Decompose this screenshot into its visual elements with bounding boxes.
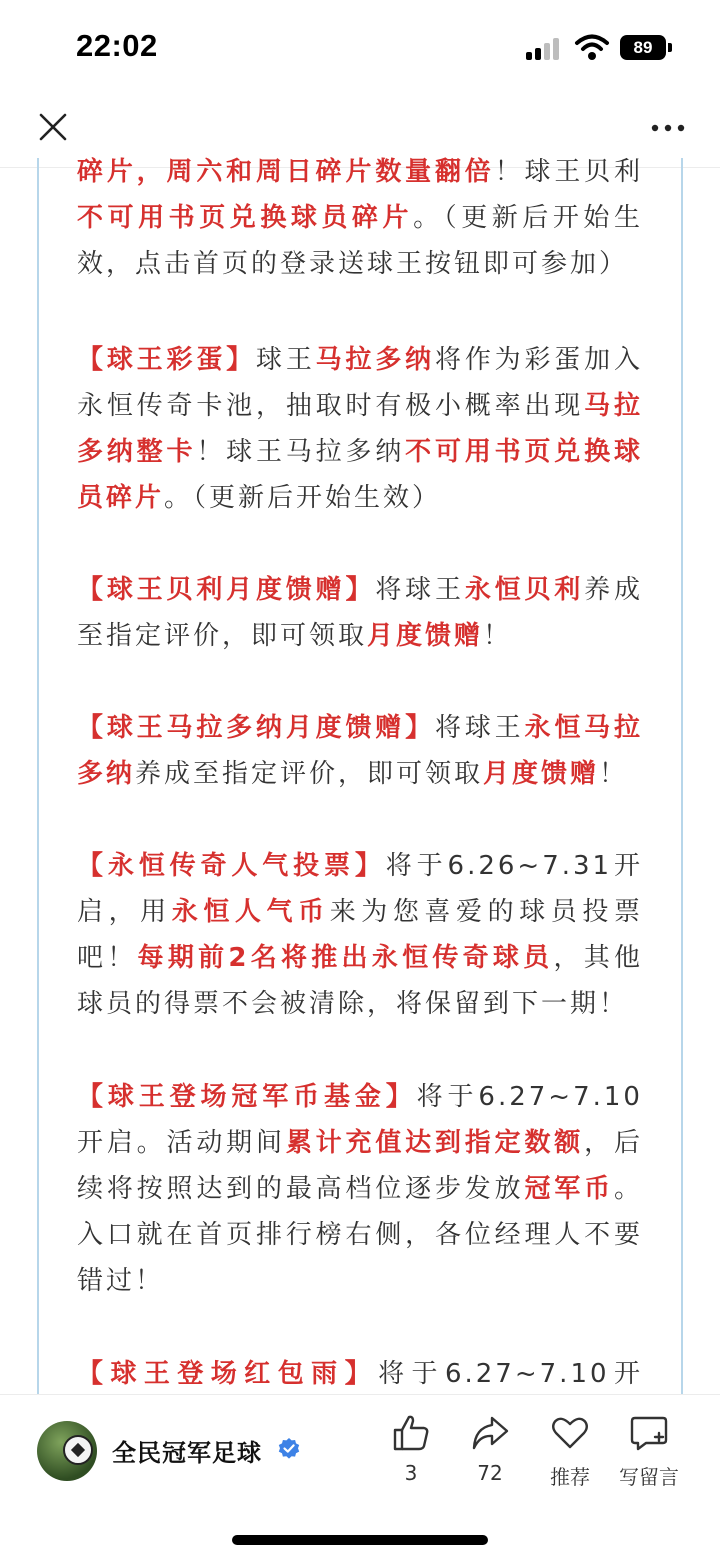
article-paragraph bbox=[77, 149, 643, 287]
body-text: 球王 bbox=[255, 345, 316, 375]
body-text: 将球王 bbox=[375, 575, 465, 605]
status-time: 22:02 bbox=[76, 28, 158, 63]
highlight-text: 月度馈赠 bbox=[483, 759, 600, 789]
body-text: 养成至指定评价，即可领取 bbox=[135, 759, 484, 789]
avatar[interactable] bbox=[37, 1421, 97, 1481]
heart-icon bbox=[550, 1413, 590, 1453]
recommend-label: 推荐 bbox=[550, 1465, 590, 1489]
body-text: ！球王马拉多纳 bbox=[196, 437, 406, 467]
body-text: 将于6.27~7.10开 bbox=[378, 1359, 643, 1389]
share-count: 72 bbox=[477, 1461, 503, 1485]
body-text: 将于6.27~7.10开启。活动期间 bbox=[77, 1082, 643, 1158]
highlight-text: 永恒马拉多纳 bbox=[77, 713, 643, 789]
highlight-text: 永恒贝利 bbox=[464, 575, 585, 605]
highlight-text: 【球王登场红包雨】 bbox=[77, 1359, 379, 1389]
battery-level: 89 bbox=[620, 35, 666, 60]
highlight-text: 不可用书页兑换球员碎片 bbox=[77, 437, 643, 513]
article-paragraph bbox=[77, 843, 643, 1027]
body-text: 将于6.26~7.31开启，用 bbox=[77, 851, 643, 927]
body-text: 来为您喜爱的球员投票吧！ bbox=[77, 897, 643, 973]
bottom-bar bbox=[0, 1394, 720, 1558]
highlight-text: 马拉多纳整卡 bbox=[77, 391, 643, 467]
comment-icon bbox=[629, 1413, 669, 1453]
like-count: 3 bbox=[404, 1461, 418, 1485]
thumbs-up-icon bbox=[391, 1413, 431, 1453]
highlight-text: 每期前2名将推出永恒传奇球员 bbox=[137, 943, 554, 973]
highlight-text: 累计充值达到指定数额 bbox=[285, 1128, 585, 1158]
highlight-text: 碎片，周六和周日碎片数量翻倍 bbox=[77, 157, 495, 187]
recommend-button[interactable] bbox=[530, 1413, 610, 1503]
home-indicator bbox=[232, 1535, 488, 1545]
article-body bbox=[0, 157, 720, 1394]
body-text: 。（更新后开始生效，点击首页的登录送球王按钮即可参加） bbox=[77, 203, 643, 279]
body-text: ！球王贝利 bbox=[494, 157, 643, 187]
highlight-text: 【球王马拉多纳月度馈赠】 bbox=[77, 713, 435, 743]
wifi-icon bbox=[575, 33, 609, 61]
body-text: 将作为彩蛋加入永恒传奇卡池，抽取时有极小概率出现 bbox=[77, 345, 643, 421]
highlight-text: 冠军币 bbox=[524, 1174, 614, 1204]
highlight-text: 【球王贝利月度馈赠】 bbox=[77, 575, 376, 605]
body-text: ！ bbox=[483, 621, 513, 651]
body-text: ！ bbox=[599, 759, 629, 789]
article-paragraph bbox=[77, 337, 643, 521]
status-bar bbox=[0, 0, 720, 96]
signal-icon bbox=[526, 36, 562, 60]
body-text: 。入口就在首页排行榜右侧，各位经理人不要错过！ bbox=[77, 1174, 643, 1296]
highlight-text: 【永恒传奇人气投票】 bbox=[77, 851, 386, 881]
highlight-text: 永恒人气币 bbox=[171, 897, 330, 927]
comment-button[interactable] bbox=[609, 1413, 689, 1503]
body-text: 养成至指定评价，即可领取 bbox=[77, 575, 643, 651]
more-icon[interactable] bbox=[650, 118, 686, 138]
article-paragraph bbox=[77, 705, 643, 797]
verified-icon bbox=[277, 1437, 301, 1461]
comment-label: 写留言 bbox=[619, 1465, 679, 1489]
close-icon[interactable] bbox=[36, 110, 70, 144]
highlight-text: 【球王彩蛋】 bbox=[77, 345, 256, 375]
like-button[interactable] bbox=[371, 1413, 451, 1503]
highlight-text: 【球王登场冠军币基金】 bbox=[77, 1082, 417, 1112]
share-button[interactable] bbox=[450, 1413, 530, 1503]
highlight-text: 马拉多纳 bbox=[315, 345, 435, 375]
body-text: ，其他球员的得票不会被清除，将保留到下一期！ bbox=[77, 943, 643, 1019]
article-paragraph bbox=[77, 567, 643, 659]
body-text: 将球王 bbox=[434, 713, 525, 743]
battery-icon bbox=[620, 35, 672, 60]
body-text: ，后续将按照达到的最高档位逐步发放 bbox=[77, 1128, 643, 1204]
body-text: 。（更新后开始生效） bbox=[164, 483, 442, 513]
highlight-text: 不可用书页兑换球员碎片 bbox=[77, 203, 414, 233]
article-paragraph bbox=[77, 1074, 643, 1304]
account-name[interactable]: 全民冠军足球 bbox=[112, 1439, 262, 1467]
share-icon bbox=[470, 1413, 510, 1453]
highlight-text: 月度馈赠 bbox=[367, 621, 484, 651]
